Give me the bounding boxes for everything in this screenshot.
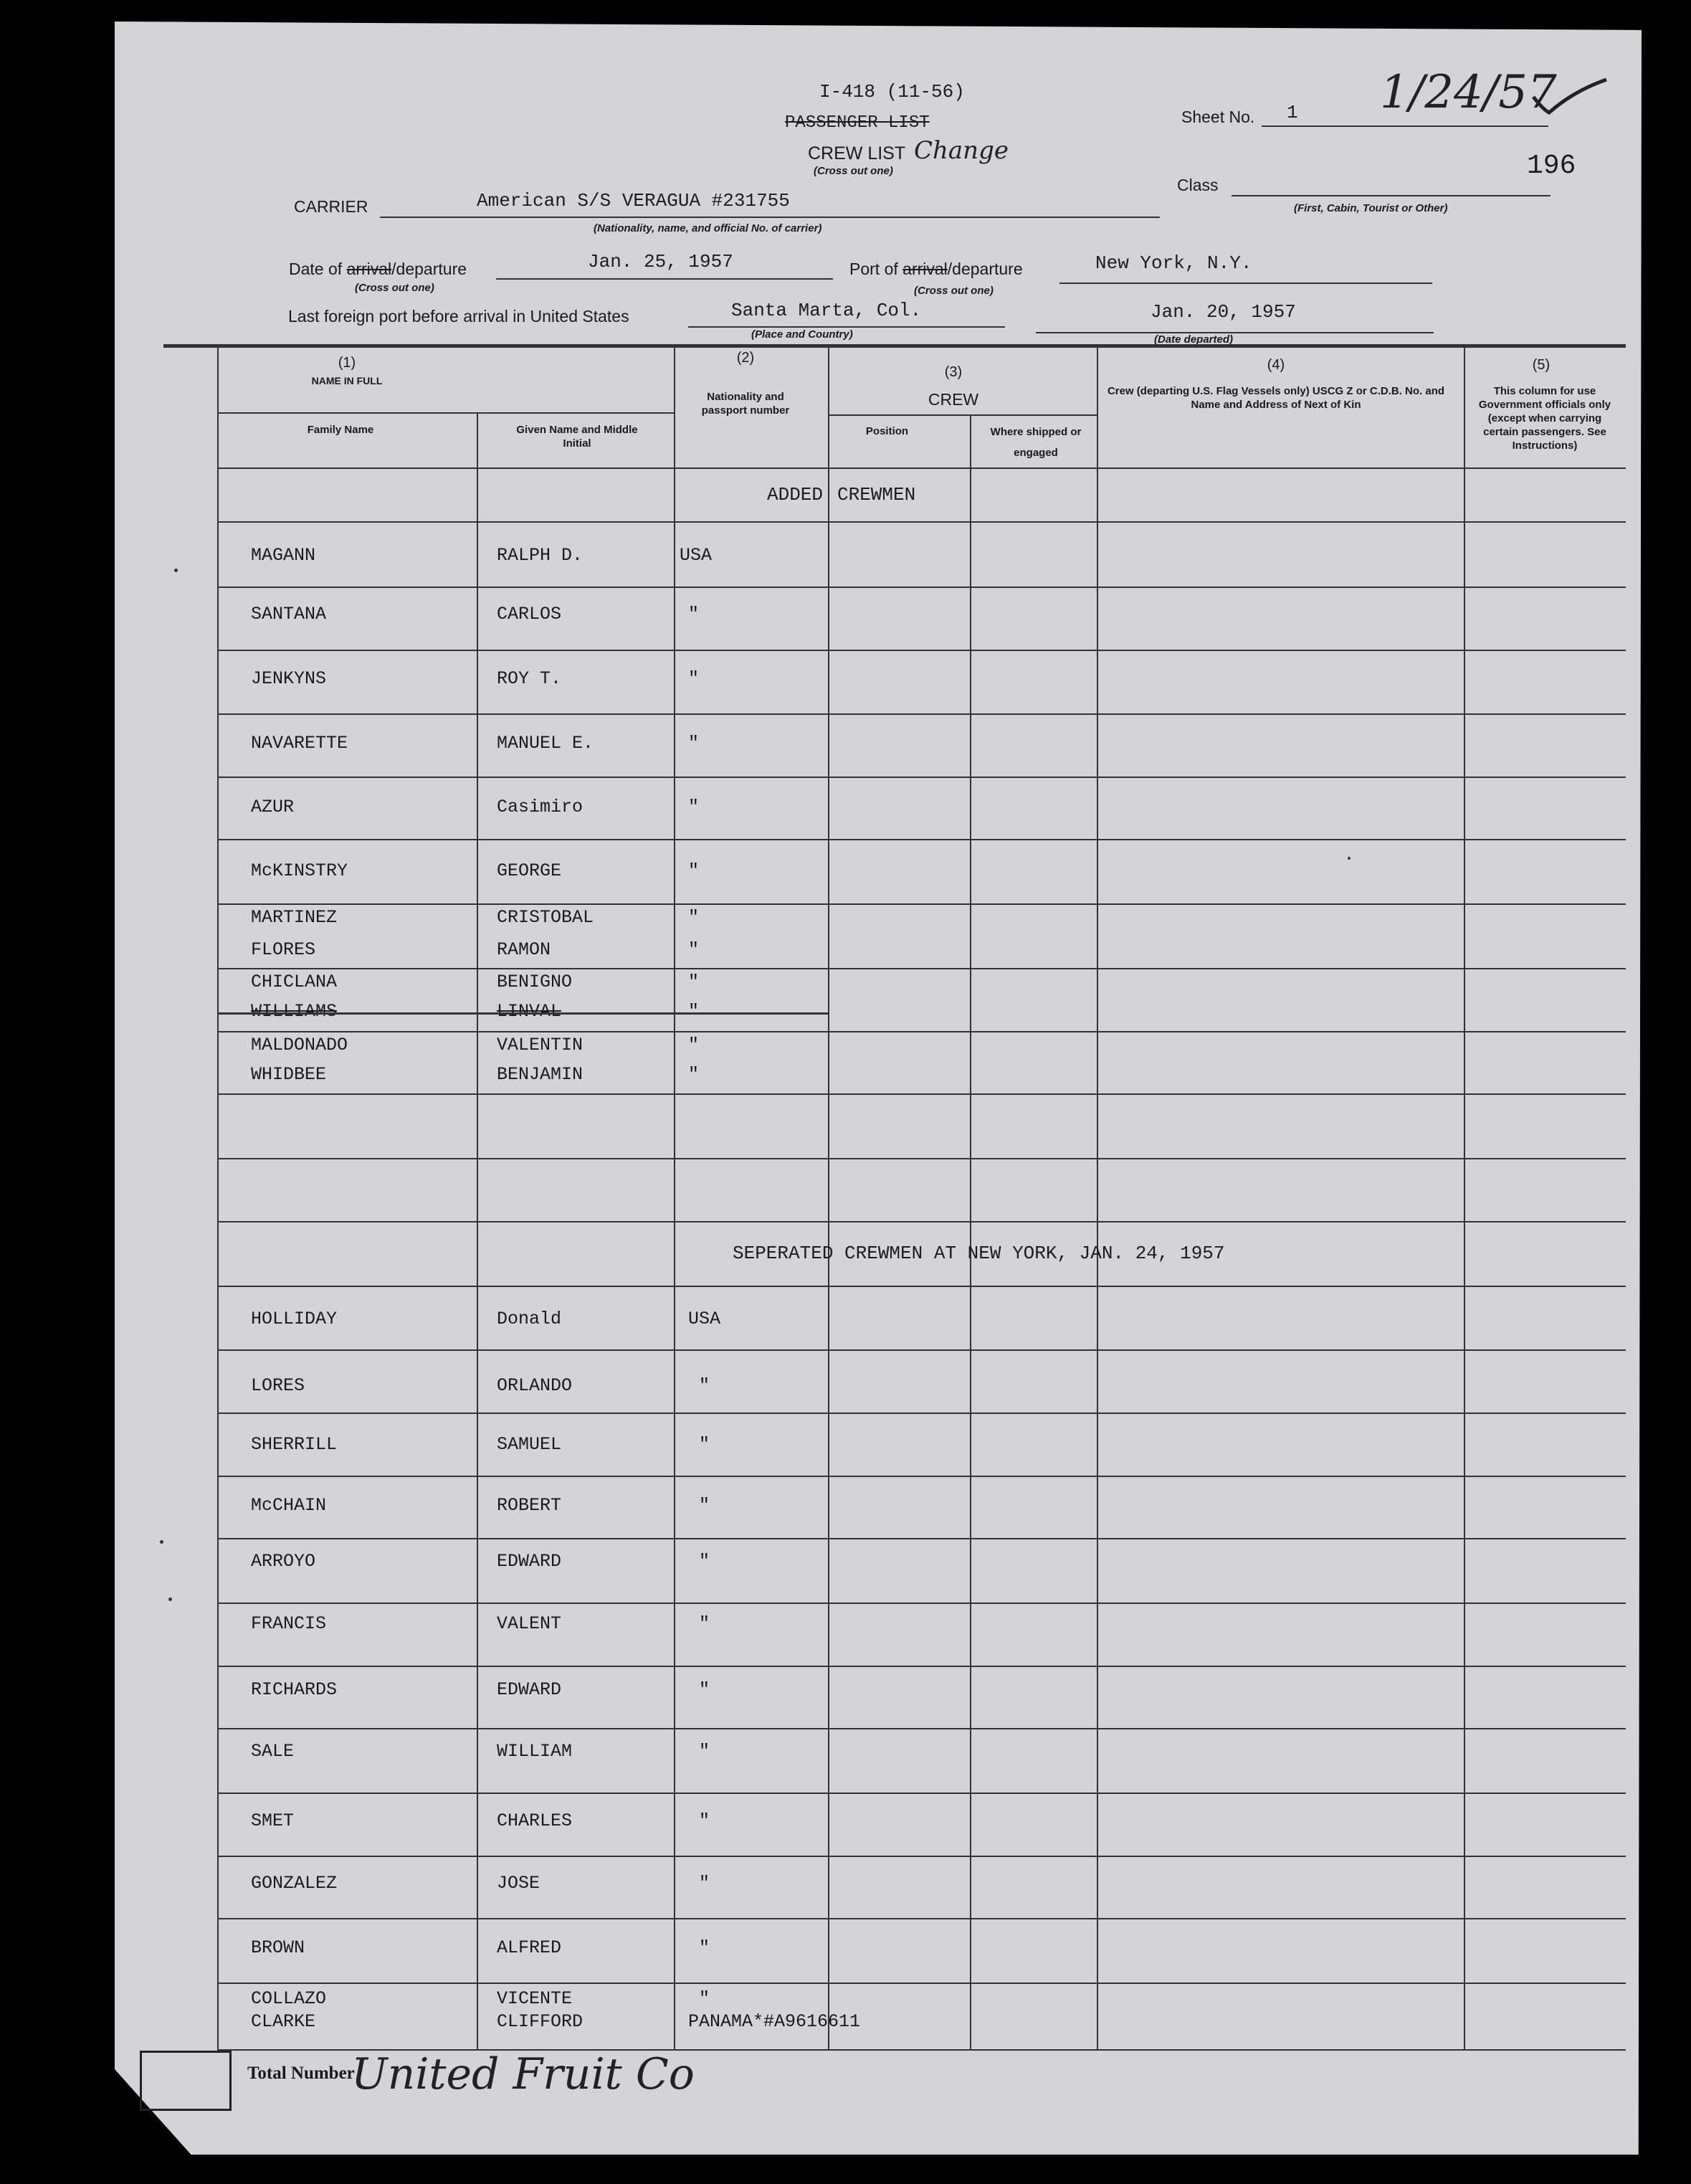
- family-name: McCHAIN: [251, 1495, 327, 1516]
- title-handwritten: Change: [914, 136, 1009, 165]
- last-port-value: Santa Marta, Col.: [731, 300, 922, 321]
- nationality: ": [699, 1988, 710, 2009]
- family-name: GONZALEZ: [251, 1873, 338, 1894]
- date-line: [496, 278, 833, 280]
- row-rule: [217, 1413, 1626, 1414]
- speck: [174, 569, 178, 572]
- col1-number: (1): [338, 355, 356, 371]
- col-given-border: [477, 412, 478, 2051]
- nationality: ": [699, 1679, 710, 1700]
- col3-position-header: Position: [865, 425, 909, 437]
- row-rule: [217, 1158, 1626, 1159]
- row-rule: [217, 903, 1626, 905]
- date-value: Jan. 25, 1957: [588, 251, 733, 272]
- carrier-line: [380, 217, 1160, 218]
- class-label: Class: [1177, 176, 1219, 194]
- nationality: ": [699, 1810, 710, 1831]
- total-number-box: [140, 2051, 232, 2111]
- date-departed-note: (Date departed): [1154, 333, 1234, 346]
- date-label-struck: arrival: [346, 260, 392, 278]
- col4-number: (4): [1267, 357, 1285, 373]
- date-label: [289, 260, 467, 279]
- col1-title: NAME IN FULL: [311, 375, 383, 386]
- given-name: ORLANDO: [497, 1375, 573, 1396]
- col5-number: (5): [1532, 357, 1551, 373]
- given-name: CLIFFORD: [497, 2011, 583, 2032]
- given-name: VALENT: [497, 1613, 562, 1634]
- nationality: USA: [688, 1309, 721, 1329]
- row-rule: [217, 713, 1626, 715]
- col4-title: Crew (departing U.S. Flag Vessels only) USCG Z or C.D.B. No. and Name and Address of Next of Kin: [1107, 385, 1445, 411]
- col1-family-header: Family Name: [307, 424, 374, 436]
- family-name: CHICLANA: [251, 972, 338, 992]
- row-rule: [217, 1476, 1626, 1477]
- nationality: ": [699, 1741, 710, 1762]
- col3-number: (3): [944, 364, 963, 380]
- nationality: ": [688, 1035, 700, 1055]
- row-rule: [217, 1221, 1626, 1222]
- nationality: ": [699, 1434, 710, 1455]
- page-number: 196: [1527, 151, 1576, 181]
- date-note: (Cross out one): [355, 282, 434, 294]
- row-rule: [217, 1349, 1626, 1351]
- given-name: SAMUEL: [497, 1434, 562, 1455]
- given-name: VALENTIN: [497, 1035, 583, 1055]
- nationality: USA: [680, 545, 713, 566]
- given-name: VICENTE: [497, 1988, 573, 2009]
- speck: [168, 1597, 172, 1601]
- given-name: ROBERT: [497, 1495, 562, 1516]
- port-label: [849, 260, 1023, 279]
- rule-name-sub: [217, 412, 674, 414]
- given-name: BENJAMIN: [497, 1064, 583, 1085]
- nationality: ": [688, 939, 700, 960]
- carrier-note: (Nationality, name, and official No. of carrier): [594, 222, 822, 234]
- given-name: CHARLES: [497, 1810, 573, 1831]
- port-label-pre: Port of: [849, 260, 898, 278]
- rule-crew-sub: [828, 414, 1097, 416]
- row-rule: [217, 650, 1626, 651]
- row-rule: [217, 1666, 1626, 1667]
- nationality: ": [699, 1873, 710, 1894]
- family-name: FLORES: [251, 939, 316, 960]
- rule-header-bottom: [217, 467, 1626, 469]
- col1-given-header: Given Name and Middle Initial: [516, 424, 638, 450]
- row-rule: [217, 1603, 1626, 1604]
- section-separated: SEPERATED CREWMEN AT NEW YORK, JAN. 24, 1957: [733, 1243, 1225, 1264]
- carrier-value: American S/S VERAGUA #231755: [477, 190, 790, 212]
- section-added-a: ADDED: [767, 484, 824, 505]
- nationality: ": [699, 1613, 710, 1634]
- family-name: NAVARETTE: [251, 733, 348, 754]
- family-name: SALE: [251, 1741, 295, 1762]
- date-departed-line: [1036, 332, 1434, 333]
- col-nat-border: [674, 348, 675, 2051]
- section-added-b: CREWMEN: [837, 484, 916, 505]
- class-note: (First, Cabin, Tourist or Other): [1294, 202, 1448, 214]
- nationality: ": [688, 907, 700, 928]
- given-name: MANUEL E.: [497, 733, 594, 754]
- carrier-label: CARRIER: [294, 197, 368, 216]
- family-name: WHIDBEE: [251, 1064, 327, 1085]
- port-note: (Cross out one): [914, 285, 994, 297]
- last-port-note: (Place and Country): [751, 328, 853, 341]
- nationality: ": [688, 668, 700, 689]
- nationality: ": [699, 1551, 710, 1572]
- given-name: BENIGNO: [497, 972, 573, 992]
- nationality: ": [688, 1001, 700, 1022]
- speck: [160, 1540, 163, 1544]
- checkmark-icon: [1530, 75, 1609, 118]
- family-name: BROWN: [251, 1937, 305, 1958]
- family-name: ARROYO: [251, 1551, 316, 1572]
- nationality: ": [688, 604, 700, 625]
- col3-shipped-header: Where shipped or engaged: [990, 426, 1082, 459]
- last-port-label: Last foreign port before arrival in United States: [288, 307, 629, 326]
- given-name: RALPH D.: [497, 545, 583, 566]
- col-pos-border: [828, 348, 829, 2051]
- sheet-label: Sheet No.: [1181, 108, 1255, 126]
- speck: [1348, 857, 1351, 860]
- col-left-border: [217, 348, 219, 2051]
- nationality: ": [688, 797, 700, 817]
- nationality: ": [699, 1937, 710, 1958]
- row-rule: [217, 1793, 1626, 1794]
- nationality: ": [688, 972, 700, 992]
- family-name: WILLIAMS: [251, 1001, 338, 1022]
- family-name: FRANCIS: [251, 1613, 327, 1634]
- sheet-number: 1: [1287, 102, 1298, 123]
- col-shipped-border: [970, 414, 971, 2051]
- given-name: Donald: [497, 1309, 562, 1329]
- row-rule: [217, 587, 1626, 588]
- given-name: JOSE: [497, 1873, 540, 1894]
- nationality: ": [688, 733, 700, 754]
- nationality: PANAMA*#A9616611: [688, 2011, 861, 2032]
- row-rule: [217, 1538, 1626, 1539]
- col-kin-border: [1097, 348, 1098, 2051]
- sheet-line: [1262, 125, 1548, 127]
- given-name: GEORGE: [497, 860, 562, 881]
- col2-number: (2): [736, 350, 755, 366]
- row-rule: [217, 521, 1626, 523]
- nationality: ": [688, 860, 700, 881]
- family-name: MALDONADO: [251, 1035, 348, 1055]
- document-page: [115, 22, 1642, 2155]
- row-rule: [217, 1093, 1626, 1095]
- given-name: RAMON: [497, 939, 551, 960]
- class-line: [1232, 195, 1551, 196]
- port-line: [1059, 283, 1432, 284]
- given-name: ALFRED: [497, 1937, 562, 1958]
- row-rule: [217, 1728, 1626, 1729]
- row-rule: [217, 839, 1626, 840]
- given-name: ROY T.: [497, 668, 562, 689]
- col2-title: Nationality and passport number: [701, 391, 790, 417]
- port-label-post: /departure: [947, 260, 1023, 278]
- title-note: (Cross out one): [814, 165, 893, 177]
- row-rule: [217, 777, 1626, 778]
- given-name: EDWARD: [497, 1679, 562, 1700]
- given-name: CARLOS: [497, 604, 562, 625]
- family-name: CLARKE: [251, 2011, 316, 2032]
- row-rule: [217, 1983, 1626, 1984]
- last-port-line: [688, 326, 1005, 328]
- row-rule: [217, 1918, 1626, 1919]
- form-number: I-418 (11-56): [819, 81, 965, 103]
- row-rule: [217, 1856, 1626, 1857]
- family-name: RICHARDS: [251, 1679, 338, 1700]
- col-gov-border: [1464, 348, 1465, 2051]
- nationality: ": [699, 1375, 710, 1396]
- total-number-label: Total Number: [247, 2064, 355, 2083]
- row-rule: [217, 1031, 1626, 1032]
- family-name: SANTANA: [251, 604, 327, 625]
- family-name: MARTINEZ: [251, 907, 338, 928]
- family-name: COLLAZO: [251, 1988, 327, 2009]
- given-name: EDWARD: [497, 1551, 562, 1572]
- port-label-struck: arrival: [902, 260, 948, 278]
- family-name: SHERRILL: [251, 1434, 338, 1455]
- family-name: MAGANN: [251, 545, 316, 566]
- given-name: CRISTOBAL: [497, 907, 594, 928]
- family-name: LORES: [251, 1375, 305, 1396]
- given-name: LINVAL: [497, 1001, 562, 1022]
- struck-title: PASSENGER LIST: [785, 113, 930, 133]
- family-name: JENKYNS: [251, 668, 327, 689]
- col5-title: This column for use Government officials only (except when carrying certain passengers. See Instructions): [1478, 385, 1611, 452]
- hand-date: 1/24/57: [1380, 66, 1557, 119]
- given-name: Casimiro: [497, 797, 583, 817]
- family-name: HOLLIDAY: [251, 1309, 338, 1329]
- family-name: McKINSTRY: [251, 860, 348, 881]
- col3-title: CREW: [928, 390, 979, 409]
- nationality: ": [699, 1495, 710, 1516]
- row-rule: [217, 1286, 1626, 1287]
- row-rule: [217, 968, 1626, 969]
- strike-line: [217, 1012, 828, 1015]
- table-top-rule: [163, 344, 1626, 348]
- signature: United Fruit Co: [351, 2049, 695, 2099]
- given-name: WILLIAM: [497, 1741, 573, 1762]
- family-name: AZUR: [251, 797, 295, 817]
- date-label-pre: Date of: [289, 260, 343, 278]
- nationality: ": [688, 1064, 700, 1085]
- form-title: CREW LIST: [808, 143, 906, 163]
- port-value: New York, N.Y.: [1095, 252, 1252, 274]
- date-label-post: /departure: [391, 260, 467, 278]
- family-name: SMET: [251, 1810, 295, 1831]
- date-departed-value: Jan. 20, 1957: [1151, 301, 1296, 323]
